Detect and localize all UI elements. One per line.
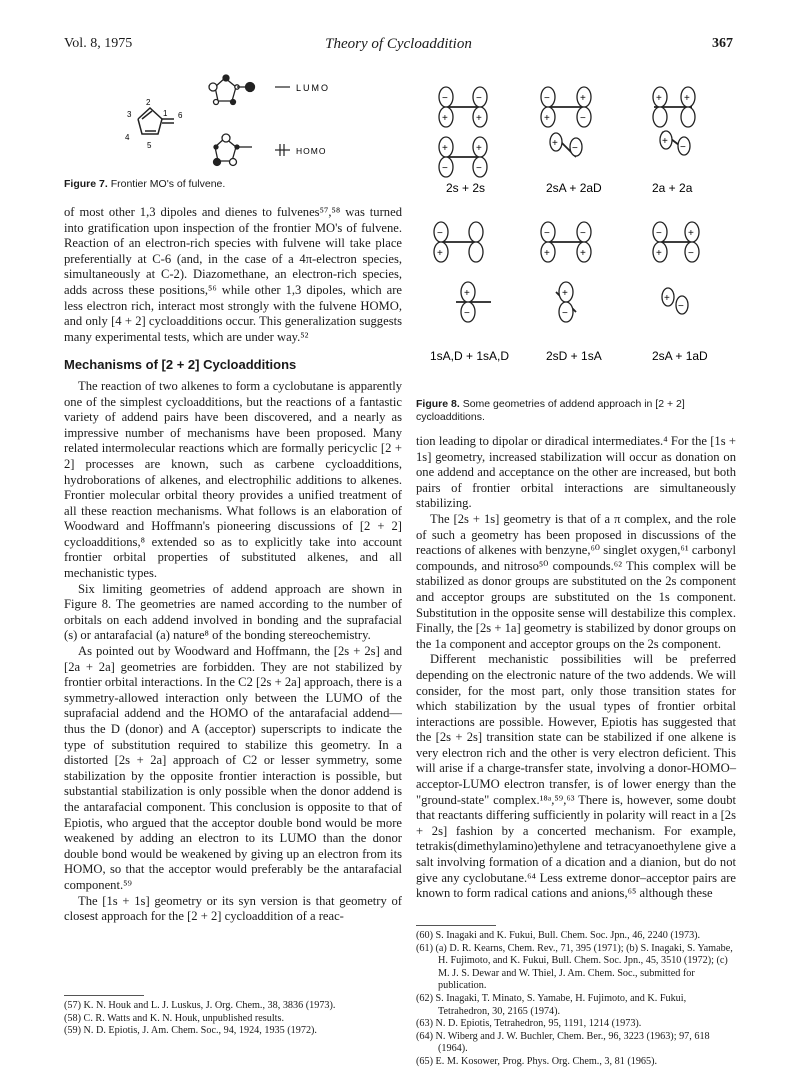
geometry-2sA-1aD xyxy=(653,222,699,314)
svg-text:+: + xyxy=(656,93,662,104)
svg-text:−: − xyxy=(580,228,586,239)
geometry-1s-1s xyxy=(434,222,491,322)
atom-number-4: 4 xyxy=(125,133,130,142)
svg-text:+: + xyxy=(544,113,550,124)
svg-text:+: + xyxy=(476,113,482,124)
svg-text:+: + xyxy=(664,293,670,304)
svg-text:+: + xyxy=(442,113,448,124)
left-paragraph-1: of most other 1,3 dipoles and dienes to fulvenes⁵⁷,⁵⁸ was turned into gratification upon inspection of the frontier MO's of fulvene. Reaction of an electron-rich species with fulvene will take place preferentially at C-6 (and, in the case of a 4π-electron species, simultaneously at C-2). Diazomethane, an electron-rich species, adds across these positions,⁵⁶ while other 1,3 dipoles, which are less electron rich, interact most strongly with the fulvene HOMO, and only [4 + 2] cycloadditions occur. This generalization suggests many experimental tests, which are under way.⁵² xyxy=(64,205,402,344)
svg-text:+: + xyxy=(476,143,482,154)
svg-text:−: − xyxy=(656,228,662,239)
reference-62: (62) S. Inagaki, T. Minato, S. Yamabe, H. Fujimoto, and K. Fukui, Tetrahedron, 30, 2165 (1974). xyxy=(416,992,687,1017)
reference-57: (57) K. N. Houk and L. J. Luskus, J. Org. Chem., 38, 3836 (1973). xyxy=(64,1000,336,1011)
figure-8-caption-text: Some geometries of addend approach in [2 + 2] cycloadditions. xyxy=(416,398,685,423)
atom-number-5: 5 xyxy=(147,141,152,150)
figure-7-caption-text: Frontier MO's of fulvene. xyxy=(110,178,226,190)
footnote-rule-right xyxy=(416,925,496,926)
label-2sA-1aD: 2sA + 1aD xyxy=(652,349,708,363)
svg-text:−: − xyxy=(680,142,686,153)
svg-text:−: − xyxy=(544,228,550,239)
running-header xyxy=(64,36,733,56)
svg-text:+: + xyxy=(580,93,586,104)
svg-text:+: + xyxy=(580,248,586,259)
svg-text:−: − xyxy=(476,93,482,104)
reference-60: (60) S. Inagaki and K. Fukui, Bull. Chem. Soc. Jpn., 46, 2240 (1973). xyxy=(416,930,701,941)
svg-text:+: + xyxy=(437,248,443,259)
svg-text:−: − xyxy=(580,113,586,124)
svg-text:+: + xyxy=(442,143,448,154)
reference-64: (64) N. Wiberg and J. W. Buchler, Chem. Ber., 96, 3223 (1963); 97, 618 (1964). xyxy=(416,1030,710,1055)
figure-7-diagram xyxy=(110,72,360,177)
svg-text:+: + xyxy=(544,248,550,259)
figure-8-diagram xyxy=(416,72,736,394)
svg-text:−: − xyxy=(442,163,448,174)
reference-65: (65) E. M. Kosower, Prog. Phys. Org. Chem., 3, 81 (1965). xyxy=(416,1055,658,1067)
svg-text:−: − xyxy=(437,228,443,239)
svg-text:−: − xyxy=(678,301,684,312)
left-column xyxy=(64,205,402,925)
figure-8-caption-label: Figure 8. xyxy=(416,398,460,410)
reference-63: (63) N. D. Epiotis, Tetrahedron, 95, 1191, 1214 (1973). xyxy=(416,1018,642,1030)
homo-label: HOMO xyxy=(296,146,327,156)
svg-text:−: − xyxy=(544,93,550,104)
reference-58: (58) C. R. Watts and K. N. Houk, unpublished results. xyxy=(64,1012,284,1024)
volume-info: Vol. 8, 1975 xyxy=(64,36,133,51)
footnote-rule-left xyxy=(64,995,144,996)
fulvene-structure xyxy=(138,108,174,134)
atom-number-1: 1 xyxy=(163,109,168,118)
label-2sD-1sA: 2sD + 1sA xyxy=(546,349,602,363)
svg-text:+: + xyxy=(464,288,470,299)
label-2sA-2aD: 2sA + 2aD xyxy=(546,181,602,195)
svg-text:+: + xyxy=(662,136,668,147)
svg-text:+: + xyxy=(562,288,568,299)
journal-section-title: Theory of Cycloaddition xyxy=(325,36,472,52)
atom-number-2: 2 xyxy=(146,98,151,107)
left-paragraph-2: The reaction of two alkenes to form a cyclobutane is apparently one of the simplest cycloadditions, but the reactions of a fantastic variety of addend pairs have been discovered, and a nearly as impressive number of mechanisms have been proposed. Many related intermolecular reactions which are formally pericyclic [2 + 2] processes are known, such as carbene cycloadditions, hydroborations of alkenes, and electrophilic additions to alkenes. Frontier molecular orbital theory provides a unified treatment of all these reaction mechanisms. What follows is an elaboration of Woodward and Hoffmann's pioneering discussions of [2 + 2] cycloadditions,⁸ extended so as to explicitly take into account frontier orbital properties of substituted alkenes, and all mechanistic types. xyxy=(64,378,402,581)
svg-text:−: − xyxy=(572,143,578,154)
right-paragraph-3: Different mechanistic possibilities will be preferred depending on the electronic nature of the two addends. We will consider, for the most part, only those transition states for which stabilization by the usual types of frontier orbital interactions are possible. However, Epiotis has suggested that the [2s + 2s] transition state can be stabilized if one alkene is very electron rich and the other is very electron deficient. This will arise if a charge-transfer state, involving a donor-HOMO–acceptor-LUMO electron transfer, is of lower energy than the "ground-state" complex.¹⁸ᵃ,⁵⁹,⁶³ There is, however, some doubt that reactants differing sufficiently in polarity will react in a [2s + 2s] fashion by a concerted mechanism. For example, tetrakis(dimethylamino)ethylene and tetracyanoethylene give a salt involving formation of a dication and a dianion, but do not give any cyclobutane.⁶⁴ Less extreme donor–acceptor pairs are known to form radical cations and anions,⁶⁵ although these xyxy=(416,652,736,901)
lumo-orbital xyxy=(209,75,255,105)
right-column xyxy=(416,434,736,902)
right-paragraph-2: The [2s + 1s] geometry is that of a π complex, and the role of such a geometry has been proposed in discussions of the reactions of alkenes with benzyne,⁶⁰ singlet oxygen,⁶¹ carbonyl compounds, and nitroso⁵⁰ compounds.⁶² This complex will be stabilized as donor groups are substituted on the 2s component and acceptor groups are substituted on the 1s component. Substitution in the opposite sense will destabilize this complex. Finally, the [2s + 1a] geometry is stabilized by donor groups on the 1a component and acceptor groups on the 2s component. xyxy=(416,511,736,651)
svg-text:+: + xyxy=(684,93,690,104)
svg-text:+: + xyxy=(552,138,558,149)
page-number: 367 xyxy=(712,36,733,51)
label-2a-2a: 2a + 2a xyxy=(652,181,693,195)
homo-orbital xyxy=(214,134,253,166)
references-left xyxy=(64,1000,402,1038)
reference-59: (59) N. D. Epiotis, J. Am. Chem. Soc., 94, 1924, 1935 (1972). xyxy=(64,1025,317,1037)
svg-text:−: − xyxy=(476,163,482,174)
svg-text:−: − xyxy=(442,93,448,104)
svg-text:−: − xyxy=(464,308,470,319)
svg-text:+: + xyxy=(656,248,662,259)
left-paragraph-5: The [1s + 1s] geometry or its syn version is that geometry of closest approach for the [2 + 2] cycloaddition of a reac- xyxy=(64,893,402,924)
atom-number-3: 3 xyxy=(127,110,132,119)
figure-7-caption-label: Figure 7. xyxy=(64,178,108,190)
geometry-2a-2a xyxy=(653,87,695,155)
left-paragraph-4: As pointed out by Woodward and Hoffmann, the [2s + 2s] and [2a + 2a] geometries are forbidden. They are not stabilized by frontier orbital interactions. In the C2 [2s + 2a] approach, there is a symmetry-allowed interaction only between the LUMO of the suprafacial addend and the HOMO of the antarafacial addend—thus the D (donor) and A (acceptor) superscripts to indicate the type of substitution required to stabilize this geometry. In a distorted [2s + 2a] approach of C2 or lesser symmetry, some stabilization by the opposite frontier interaction is possible, but substantial stabilization is only possible when the donor addend is the antarafacial component. This conclusion is opposite to that of Epiotis, who argued that the acceptor double bond would be more weakened by adding an electron to its LUMO than the donor double bond would be weakened by giving up an electron from its HOMO, so that the acceptor would preferably be the antarafacial component.⁵⁹ xyxy=(64,644,402,892)
section-heading: Mechanisms of [2 + 2] Cycloadditions xyxy=(64,357,297,373)
lumo-label: LUMO xyxy=(296,83,331,93)
label-1s-1s: 1sA,D + 1sA,D xyxy=(430,349,510,363)
references-right xyxy=(416,930,736,1069)
svg-text:+: + xyxy=(688,228,694,239)
svg-text:−: − xyxy=(562,308,568,319)
geometry-2s-2s xyxy=(439,87,487,177)
figure-7-caption xyxy=(64,178,394,191)
label-2s-2s: 2s + 2s xyxy=(446,181,486,195)
reference-61: (61) (a) D. R. Kearns, Chem. Rev., 71, 395 (1971); (b) S. Inagaki, S. Yamabe, H. Fujimoto, and K. Fukui, Bull. Chem. Soc. Jpn., 45, 3510 (1972); (c) M. J. S. Dewar and W. Thiel, J. Am. Chem. Soc., submitted for publication. xyxy=(416,942,733,992)
svg-text:−: − xyxy=(688,248,694,259)
geometry-2sD-1sA xyxy=(541,222,591,322)
right-paragraph-1: tion leading to dipolar or diradical intermediates.⁴ For the [1s + 1s] geometry, increased stabilization will occur as donation on one addend and acceptance on the other are increased, but both pairs of frontier orbital interactions are simultaneously stabilizing. xyxy=(416,434,736,511)
left-paragraph-3: Six limiting geometries of addend approach are shown in Figure 8. The geometries are named according to the number of orbitals on each addend involved in bonding and the suprafacial (s) or antarafacial (a) nature⁸ of the bonding stereochemistry. xyxy=(64,581,402,643)
atom-number-6: 6 xyxy=(178,111,183,120)
figure-8-caption xyxy=(416,398,736,424)
geometry-2sA-2aD xyxy=(541,87,591,157)
